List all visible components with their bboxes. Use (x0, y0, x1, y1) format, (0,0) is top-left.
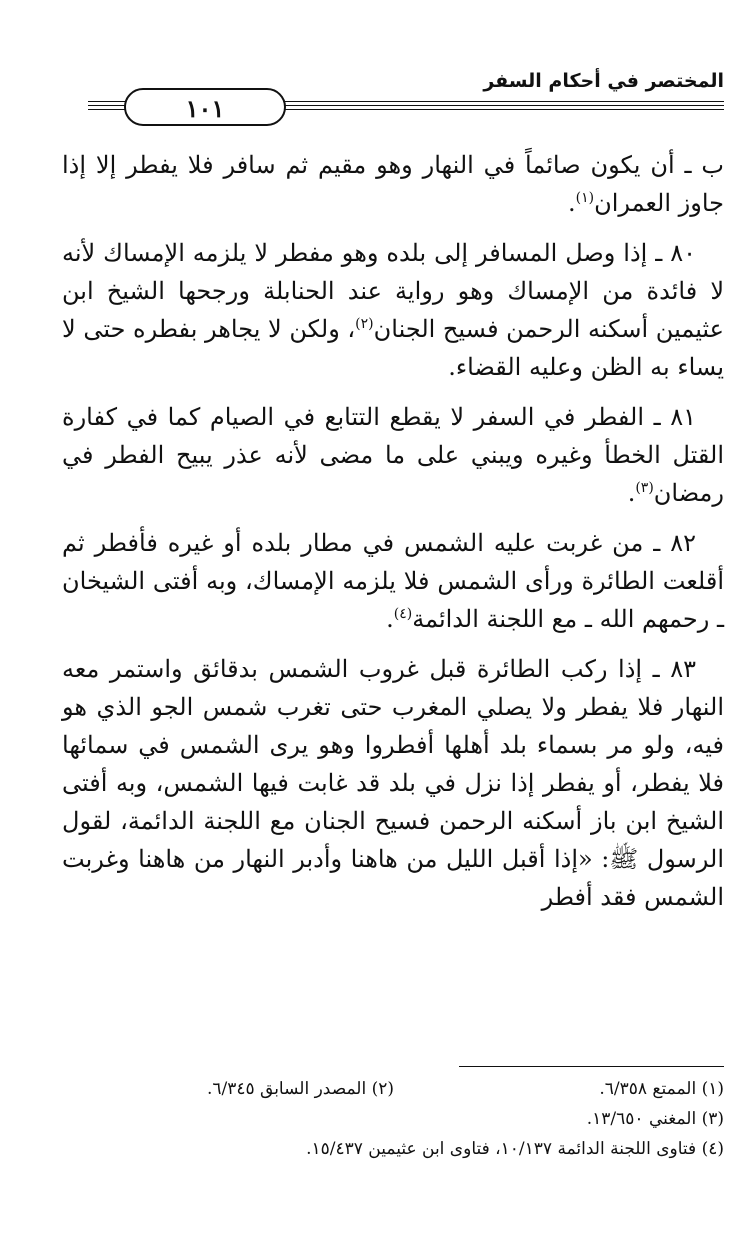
footnote-row (62, 1134, 724, 1164)
footnote-row (62, 1074, 724, 1104)
footnote-ref: (٣) (635, 480, 654, 496)
footnote-ref: (٢) (355, 316, 374, 332)
paragraph-text: ب ـ أن يكون صائماً في النهار وهو مقيم ثم سافر فلا يفطر إلا إذا جاوز العمران (62, 151, 724, 217)
paragraph-tail: . (386, 605, 394, 633)
paragraph (62, 234, 724, 386)
paragraph (62, 146, 724, 222)
paragraph-text: ٨١ ـ الفطر في السفر لا يقطع التتابع في الصيام كما في كفارة القتل الخطأ وغيره ويبني على ما مضى لأنه عذر يبيح الفطر في رمضان (62, 403, 725, 507)
footnote-ref: (١) (575, 190, 595, 206)
paragraph-tail: ، ولكن لا يجاهر بفطره حتى لا يساء به الظن وعليه القضاء. (62, 315, 724, 381)
footnote-row (62, 1104, 724, 1134)
book-title: المختصر في أحكام السفر (483, 70, 724, 92)
paragraph (62, 650, 724, 916)
footnote-separator (459, 1066, 724, 1067)
footnote: (٢) المصدر السابق ٦/٣٤٥. (206, 1079, 394, 1099)
footnote-ref: (٤) (393, 606, 413, 622)
paragraph-text: ٨٠ ـ إذا وصل المسافر إلى بلده وهو مفطر لا يلزمه الإمساك لأنه لا فائدة من الإمساك وهو رواية عند الحنابلة ورجحها الشيخ ابن عثيمين أسكنه الرحمن فسيح الجنان (62, 239, 725, 343)
page-number: ١٠١ (124, 88, 286, 126)
footnote: (١) الممتع ٦/٣٥٨. (599, 1079, 724, 1099)
footnote: (٤) فتاوى اللجنة الدائمة ١٠/١٣٧، فتاوى ابن عثيمين ١٥/٤٣٧. (306, 1139, 724, 1159)
paragraph (62, 524, 724, 638)
paragraph-text: ٨٣ ـ إذا ركب الطائرة قبل غروب الشمس بدقائق واستمر معه النهار فلا يفطر ولا يصلي المغرب حتى تغرب شمس الجو الذي هو فيه، ولو مر بسماء بلد أهلها أفطروا وهو يرى الشمس في سمائها فلا يفطر، أو يفطر إذا نزل في بلد قد غابت فيها الشمس، وبه أفتى الشيخ ابن باز أسكنه الرحمن فسيح الجنان مع اللجنة الدائمة، لقول الرسول ﷺ: «إذا أقبل الليل من هاهنا وأدبر النهار من هاهنا وغربت الشمس فقد أفطر (62, 655, 724, 911)
paragraph-text: ٨٢ ـ من غربت عليه الشمس في مطار بلده أو غيره فأفطر ثم أقلعت الطائرة ورأى الشمس فلا يلزمه الإمساك، وبه أفتى الشيخان ـ رحمهم الله ـ مع اللجنة الدائمة (62, 529, 724, 633)
paragraph-tail: . (627, 479, 636, 507)
paragraph-tail: . (567, 189, 576, 217)
main-text (62, 146, 724, 928)
footnote: (٣) المغني ١٣/٦٥٠. (586, 1109, 724, 1129)
paragraph (62, 398, 724, 512)
page-header (88, 70, 724, 130)
footnotes (62, 1074, 724, 1164)
